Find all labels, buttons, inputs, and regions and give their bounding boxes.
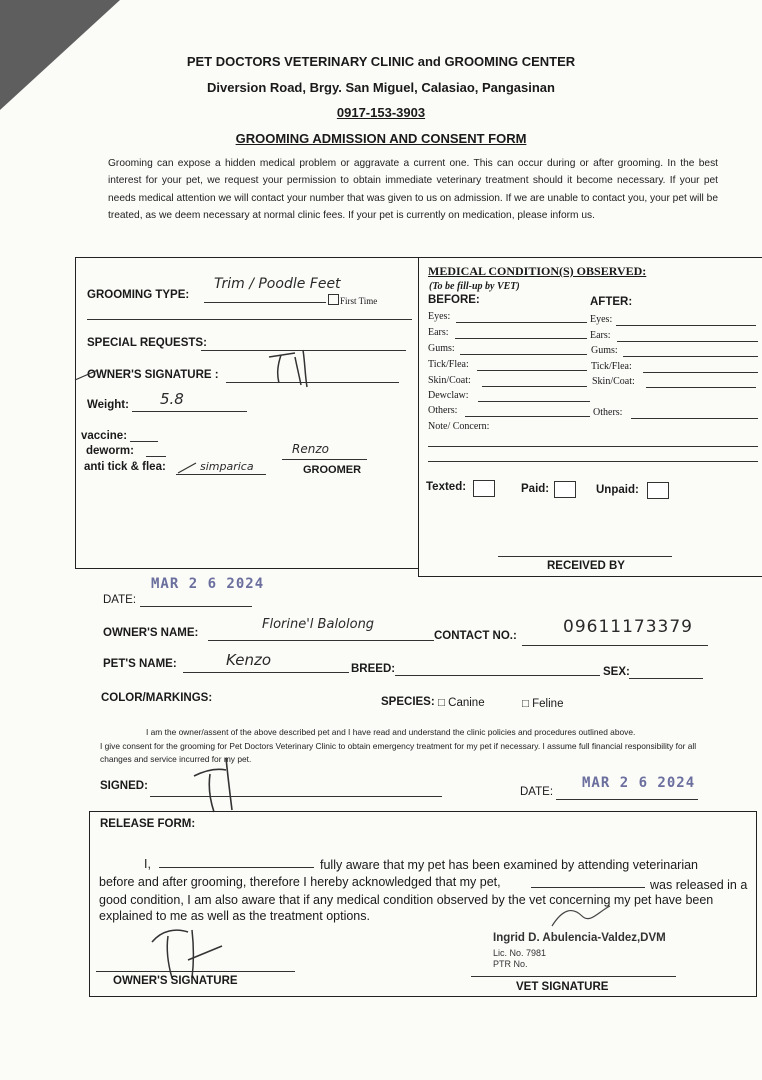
before-dewclaw-line — [478, 401, 590, 402]
after-tick: Tick/Flea: — [591, 361, 632, 372]
owner-release-signature — [146, 920, 226, 982]
vaccine-line — [130, 441, 158, 442]
vet-name: Ingrid D. Abulencia-Valdez,DVM — [493, 932, 666, 944]
medical-subtitle: (To be fill-up by VET) — [429, 281, 520, 292]
after-skin: Skin/Coat: — [592, 376, 635, 387]
after-others-line — [631, 418, 758, 419]
grooming-extra-line — [87, 319, 412, 320]
before-eyes: Eyes: — [428, 311, 451, 322]
signed-date-label: DATE: — [520, 786, 554, 798]
release-name-line — [159, 867, 314, 868]
received-by-line — [498, 556, 672, 557]
first-time-checkbox[interactable] — [328, 294, 339, 305]
release-title: RELEASE FORM: — [100, 818, 196, 830]
note-line-2 — [428, 461, 758, 462]
clinic-name: PET DOCTORS VETERINARY CLINIC and GROOMING CENTER — [186, 54, 576, 69]
grooming-type-label: GROOMING TYPE: — [87, 289, 190, 301]
date-stamp[interactable]: MAR 2 6 2024 — [151, 576, 265, 592]
before-gums-line — [460, 354, 587, 355]
release-p3: good condition, I am also aware that if any medical condition observed by the vet concerning my pet have been — [99, 893, 714, 907]
signed-scribble — [192, 754, 242, 816]
owner-name-line — [208, 640, 434, 641]
release-p1a: I, — [144, 857, 151, 871]
contact-line — [522, 645, 708, 646]
consent-line-1: I am the owner/assent of the above described pet and I have read and understand the clinic policies and procedures outlined above. — [146, 727, 636, 737]
before-label: BEFORE: — [428, 294, 480, 306]
signed-label: SIGNED: — [100, 780, 148, 792]
paid-label: Paid: — [521, 483, 550, 495]
date-label: DATE: — [103, 594, 137, 606]
release-pet-line — [531, 887, 645, 888]
anti-tick-label: anti tick & flea: — [84, 461, 166, 473]
texted-label: Texted: — [426, 481, 467, 493]
grooming-type-value[interactable]: Trim / Poodle Feet — [214, 276, 341, 292]
grooming-type-line — [204, 302, 326, 303]
clinic-address: Diversion Road, Brgy. San Miguel, Calasiao, Pangasinan — [207, 80, 555, 95]
vet-signature-label: VET SIGNATURE — [516, 981, 609, 993]
before-others-line — [465, 416, 590, 417]
owner-signature-tick — [74, 368, 100, 382]
groomer-label: GROOMER — [303, 464, 362, 476]
release-p4: explained to me as well as the treatment options. — [99, 909, 370, 923]
unpaid-label: Unpaid: — [596, 484, 639, 496]
medical-title: MEDICAL CONDITION(S) OBSERVED: — [428, 264, 647, 278]
note-line-1 — [428, 446, 758, 447]
color-markings-label: COLOR/MARKINGS: — [101, 692, 213, 704]
species-label: SPECIES: — [381, 696, 435, 708]
after-eyes: Eyes: — [590, 314, 613, 325]
paid-checkbox[interactable] — [554, 481, 576, 498]
vet-ptr: PTR No. — [493, 959, 528, 969]
before-dewclaw: Dewclaw: — [428, 390, 469, 401]
vet-signature-line — [471, 976, 676, 977]
intro-paragraph: Grooming can expose a hidden medical problem or aggravate a current one. This can occur during or after grooming. In the best interest for your pet, we request your permission to obtain immediate veterinary treatment should it become necessary. If your pet needs medical attention we will contact your number that was given to us on admission. If we are unable to contact you, your pet will be treated, as we deem necessary at normal clinic fees. If your pet is currently on medication, please inform us. — [108, 158, 718, 221]
date-line — [140, 606, 252, 607]
vet-signature-scribble — [548, 902, 618, 932]
signed-date-stamp[interactable]: MAR 2 6 2024 — [582, 775, 696, 791]
before-tick: Tick/Flea: — [428, 359, 469, 370]
vaccine-label: vaccine: — [81, 430, 128, 442]
weight-label: Weight: — [87, 399, 129, 411]
anti-tick-check — [176, 461, 200, 475]
vet-license: Lic. No. 7981 — [493, 948, 547, 958]
before-tick-line — [477, 370, 587, 371]
before-ears: Ears: — [428, 327, 449, 338]
species-feline-option[interactable]: □ Feline — [522, 698, 564, 710]
after-eyes-line — [616, 325, 756, 326]
consent-line-2: I give consent for the grooming for Pet Doctors Veterinary Clinic to obtain emergency treatment for my pet if necessary. I assume full financial responsibility for all changes and service incurred for my pet. — [100, 741, 697, 764]
pet-name-line — [183, 672, 349, 673]
deworm-label: deworm: — [86, 445, 134, 457]
groomer-line — [282, 459, 367, 460]
sex-line — [629, 678, 703, 679]
before-gums: Gums: — [428, 343, 455, 354]
after-gums-line — [623, 356, 758, 357]
anti-tick-value[interactable]: simparica — [200, 460, 254, 473]
before-skin: Skin/Coat: — [428, 375, 471, 386]
first-time-label: First Time — [340, 296, 378, 306]
owner-name-value[interactable]: Florine'l Balolong — [262, 617, 375, 632]
weight-line — [132, 411, 247, 412]
after-tick-line — [643, 372, 758, 373]
owner-release-label: OWNER'S SIGNATURE — [113, 975, 238, 987]
species-canine-option[interactable]: □ Canine — [438, 697, 485, 709]
before-others: Others: — [428, 405, 458, 416]
breed-line — [395, 675, 600, 676]
owner-name-label: OWNER'S NAME: — [103, 627, 199, 639]
release-p2b: was released in a — [650, 878, 748, 892]
groomer-value[interactable]: Renzo — [292, 442, 329, 456]
before-eyes-line — [456, 322, 587, 323]
after-others: Others: — [593, 407, 623, 418]
special-requests-label: SPECIAL REQUESTS: — [87, 337, 207, 349]
breed-label: BREED: — [351, 663, 396, 675]
release-p2a: before and after grooming, therefore I hereby acknowledged that my pet, — [99, 875, 501, 889]
pet-name-value[interactable]: Kenzo — [226, 651, 272, 669]
signed-date-line — [556, 799, 698, 800]
contact-label: CONTACT NO.: — [434, 630, 517, 642]
owner-release-line — [96, 971, 295, 972]
sex-label: SEX: — [603, 666, 630, 678]
contact-value[interactable]: 09611173379 — [563, 617, 693, 637]
before-skin-line — [482, 386, 587, 387]
before-ears-line — [455, 338, 587, 339]
form-title: GROOMING ADMISSION AND CONSENT FORM — [235, 131, 527, 146]
owner-signature-label: OWNER'S SIGNATURE : — [87, 369, 219, 381]
deworm-line — [146, 456, 166, 457]
after-skin-line — [646, 387, 756, 388]
after-ears-line — [617, 341, 758, 342]
received-by-label: RECEIVED BY — [547, 560, 625, 572]
weight-value[interactable]: 5.8 — [160, 390, 184, 408]
after-ears: Ears: — [590, 330, 611, 341]
owner-signature-scribble — [265, 345, 325, 390]
after-gums: Gums: — [591, 345, 618, 356]
texted-checkbox[interactable] — [473, 480, 495, 497]
after-label: AFTER: — [590, 296, 633, 308]
note-concern: Note/ Concern: — [428, 421, 490, 432]
release-p1b: fully aware that my pet has been examined by attending veterinarian — [320, 858, 699, 872]
clinic-phone: 0917-153-3903 — [336, 105, 426, 120]
unpaid-checkbox[interactable] — [647, 482, 669, 499]
pet-name-label: PET'S NAME: — [103, 658, 177, 670]
